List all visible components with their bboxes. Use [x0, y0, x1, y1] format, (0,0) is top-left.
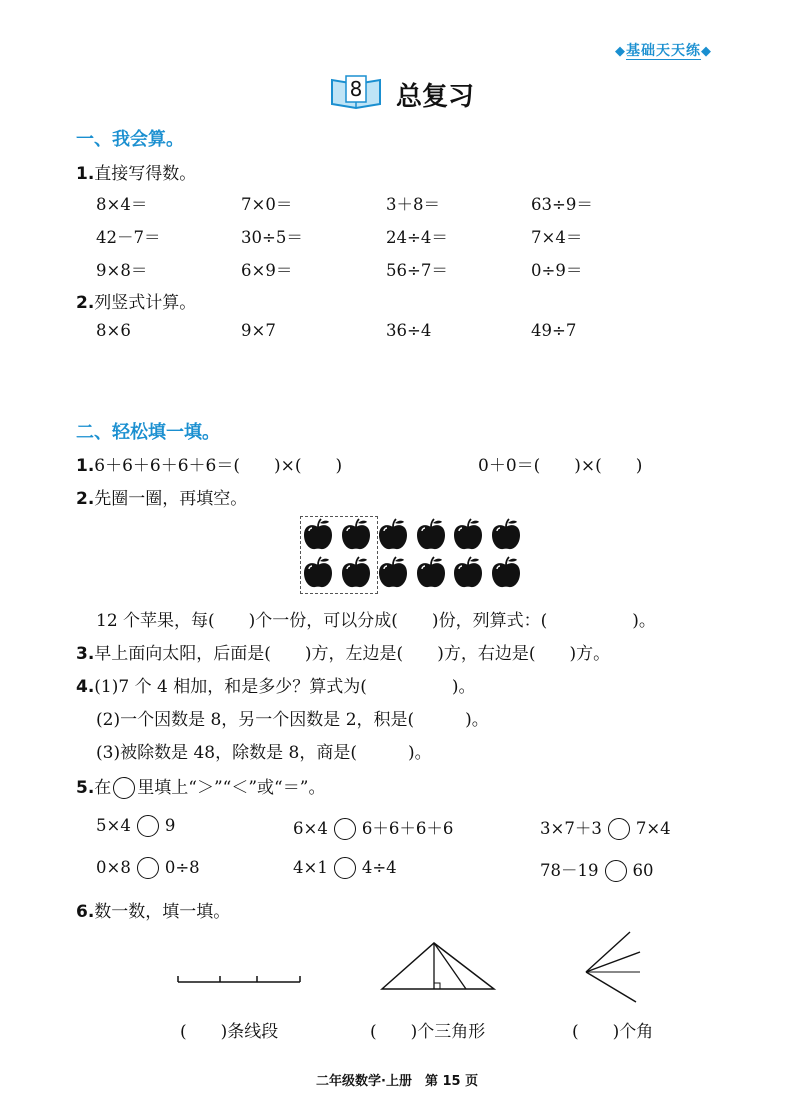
section-heading-1: 一、我会算。 — [76, 129, 184, 150]
compare-circle-icon — [113, 777, 135, 799]
compare-left: 0×8 — [96, 858, 131, 877]
compare-right: 60 — [632, 861, 654, 880]
compare-item — [293, 857, 397, 879]
question-number: 2. — [76, 489, 95, 509]
mental-math-item: 7×0＝ — [241, 195, 293, 214]
series-tag — [615, 40, 712, 60]
compare-item — [540, 815, 671, 840]
figure-label-angles: ( )个角 — [572, 1022, 654, 1042]
mental-math-item: 3＋8＝ — [386, 195, 440, 214]
apple-icon — [452, 556, 484, 590]
question-number: 1. — [76, 164, 95, 184]
apple-fill-line: 12 个苹果，每( )个一份，可以分成( )份，列算式：( )。 — [96, 611, 656, 631]
apple-icon — [302, 518, 334, 552]
apple-icon — [415, 556, 447, 590]
question-part: (3)被除数是 48，除数是 8，商是( )。 — [96, 743, 432, 763]
compare-right: 0÷8 — [164, 858, 200, 877]
compare-circle-input[interactable] — [334, 818, 356, 840]
apple-icon — [377, 518, 409, 552]
vertical-calc-item: 36÷4 — [386, 321, 432, 340]
question-number: 1. — [76, 456, 95, 476]
series-tag-text: 基础天天练 — [626, 43, 701, 59]
apple-icon — [415, 518, 447, 552]
vertical-calc-item: 9×7 — [241, 321, 276, 340]
apple-icon — [452, 518, 484, 552]
mental-math-item: 24÷4＝ — [386, 228, 448, 247]
triangle-figure — [376, 938, 500, 996]
apple-icon — [490, 556, 522, 590]
mental-math-item: 42－7＝ — [96, 228, 161, 247]
angle-figure — [582, 926, 646, 1008]
mental-math-item: 9×8＝ — [96, 261, 148, 280]
question-text: 列竖式计算。 — [94, 293, 197, 313]
mental-math-item: 7×4＝ — [531, 228, 583, 247]
compare-circle-input[interactable] — [608, 818, 630, 840]
unit-badge — [328, 74, 384, 110]
figure-label-triangles: ( )个三角形 — [370, 1022, 486, 1042]
mental-math-item: 8×4＝ — [96, 195, 148, 214]
question-text: 数一数，填一填。 — [94, 902, 231, 922]
page-footer: 二年级数学·上册 第 15 页 — [316, 1074, 479, 1089]
page-title: 总复习 — [396, 82, 475, 112]
question-number: 4. — [76, 677, 95, 697]
mental-math-item: 0÷9＝ — [531, 261, 583, 280]
question-number: 2. — [76, 293, 95, 313]
diamond-icon: ◆ — [701, 44, 712, 59]
question-2-5 — [76, 773, 325, 799]
question-part: (1)7 个 4 相加，和是多少？算式为( )。 — [94, 677, 476, 697]
compare-circle-input[interactable] — [334, 857, 356, 879]
question-1-1 — [76, 159, 196, 184]
segment-figure — [170, 960, 310, 990]
compare-left: 4×1 — [293, 858, 328, 877]
question-part: (2)一个因数是 8，另一个因数是 2，积是( )。 — [96, 710, 489, 730]
question-number: 6. — [76, 902, 95, 922]
question-number: 3. — [76, 644, 95, 664]
diamond-icon: ◆ — [615, 44, 626, 59]
mental-math-item: 63÷9＝ — [531, 195, 593, 214]
apple-icon — [302, 556, 334, 590]
apple-icon — [340, 556, 372, 590]
compare-right: 4÷4 — [361, 858, 397, 877]
figure-label-segments: ( )条线段 — [180, 1022, 279, 1042]
question-2-2 — [76, 484, 247, 509]
question-1-2 — [76, 288, 196, 313]
compare-circle-input[interactable] — [137, 857, 159, 879]
compare-left: 5×4 — [96, 816, 131, 835]
unit-number: 8 — [349, 77, 363, 101]
compare-right: 9 — [164, 816, 176, 835]
compare-item — [540, 857, 654, 882]
mental-math-item: 56÷7＝ — [386, 261, 448, 280]
question-text-b: 里填上“＞”“＜”或“＝”。 — [137, 778, 326, 798]
apple-icon — [340, 518, 372, 552]
compare-right: 7×4 — [635, 819, 671, 838]
apple-icon — [490, 518, 522, 552]
compare-item — [96, 815, 175, 837]
compare-left: 3×7＋3 — [540, 819, 602, 838]
question-2-3 — [76, 639, 610, 664]
question-number: 5. — [76, 778, 95, 798]
compare-circle-input[interactable] — [137, 815, 159, 837]
vertical-calc-item: 8×6 — [96, 321, 131, 340]
compare-left: 78－19 — [540, 861, 599, 880]
section-heading-2: 二、轻松填一填。 — [76, 422, 220, 443]
compare-left: 6×4 — [293, 819, 328, 838]
mental-math-item: 30÷5＝ — [241, 228, 303, 247]
fill-blank-left: 6＋6＋6＋6＋6＝( )×( ) — [94, 456, 343, 476]
question-2-6 — [76, 897, 230, 922]
question-text-a: 在 — [94, 778, 112, 798]
compare-item — [96, 857, 200, 879]
vertical-calc-item: 49÷7 — [531, 321, 577, 340]
fill-blank-right: 0＋0＝( )×( ) — [478, 456, 643, 476]
compare-right: 6＋6＋6＋6 — [361, 819, 454, 838]
question-text: 直接写得数。 — [94, 164, 197, 184]
question-text: 先圈一圈，再填空。 — [94, 489, 248, 509]
question-text: 早上面向太阳，后面是( )方，左边是( )方，右边是( )方。 — [94, 644, 611, 664]
compare-item — [293, 815, 453, 840]
question-2-4 — [76, 672, 476, 697]
question-2-1 — [76, 451, 342, 476]
compare-circle-input[interactable] — [605, 860, 627, 882]
mental-math-item: 6×9＝ — [241, 261, 293, 280]
apple-icon — [377, 556, 409, 590]
